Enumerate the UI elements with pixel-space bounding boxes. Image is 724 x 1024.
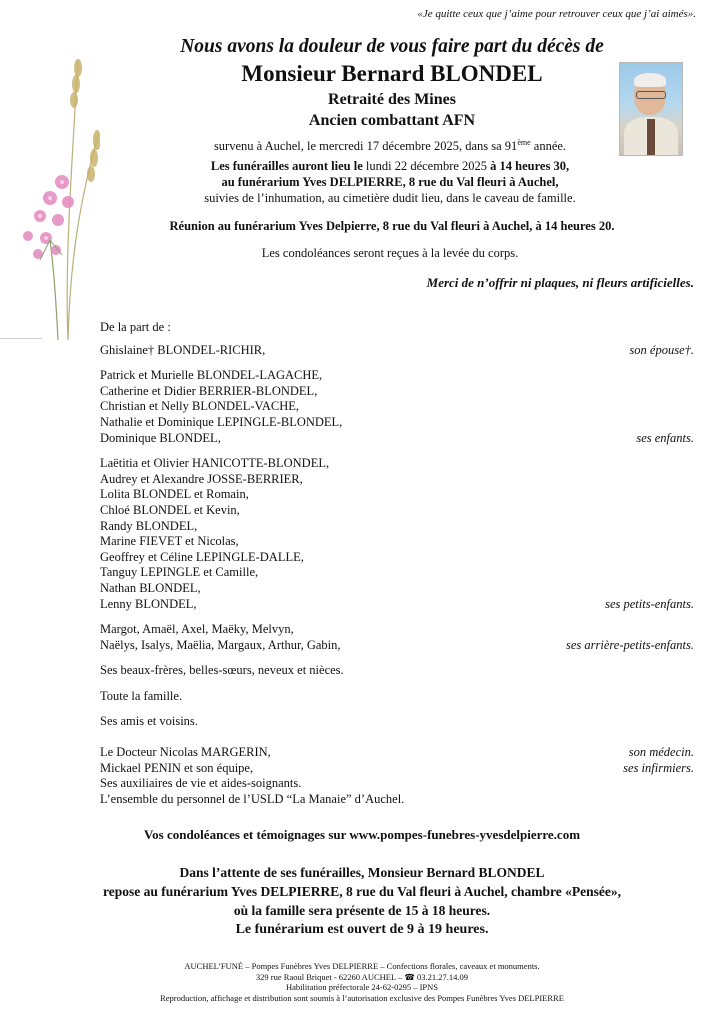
care-list bbox=[100, 745, 694, 807]
waiting-line: Dans l’attente de ses funérailles, Monsieur Bernard BLONDEL bbox=[179, 865, 545, 880]
epigraph-quote: «Je quitte ceux que j’aime pour retrouver ceux que j’ai aimés». bbox=[417, 8, 696, 20]
waiting-block bbox=[0, 863, 724, 920]
family-member-line bbox=[100, 343, 694, 359]
family-member-name: Christian et Nelly BLONDEL-VACHE, bbox=[100, 399, 300, 414]
family-member-name: Randy BLONDEL, bbox=[100, 518, 198, 533]
waiting-line: où la famille sera présente de 15 à 18 heures. bbox=[233, 903, 491, 918]
reunion-line: Réunion au funérarium Yves Delpierre, 8 rue du Val fleuri à Auchel, à 14 heures 20. bbox=[169, 219, 615, 233]
family-member-name: Geoffrey et Céline LEPINGLE-DALLE, bbox=[100, 549, 304, 564]
family-member-name: Naëlys, Isalys, Maëlia, Margaux, Arthur, Gabin, bbox=[100, 637, 341, 652]
family-member-name: Nathan BLONDEL, bbox=[100, 580, 201, 595]
website-line: Vos condoléances et témoignages sur www.pompes-funebres-yvesdelpierre.com bbox=[143, 827, 581, 842]
family-member-name: Dominique BLONDEL, bbox=[100, 430, 221, 445]
family-member-line bbox=[100, 565, 694, 581]
waiting-line: repose au funérarium Yves DELPIERRE, 8 rue du Val fleuri à Auchel, chambre «Pensée», bbox=[102, 884, 621, 899]
care-line bbox=[100, 761, 694, 777]
family-list bbox=[100, 320, 694, 740]
funeral-line-1: Les funérailles auront lieu le lundi 22 décembre 2025 à 14 heures 30, bbox=[210, 159, 570, 173]
family-member-line bbox=[100, 487, 694, 503]
family-member-line bbox=[100, 534, 694, 550]
family-group bbox=[100, 456, 694, 612]
care-line bbox=[100, 776, 694, 792]
family-member-name: Tanguy LEPINGLE et Camille, bbox=[100, 565, 259, 580]
family-member-line bbox=[100, 431, 694, 447]
from-label: De la part de : bbox=[100, 320, 171, 334]
family-member-name: Catherine et Didier BERRIER-BLONDEL, bbox=[100, 383, 318, 398]
family-member-line bbox=[100, 638, 694, 654]
subtitle-veteran: Ancien combattant AFN bbox=[308, 112, 476, 129]
opening-hours: Le funérarium est ouvert de 9 à 19 heures. bbox=[235, 922, 489, 937]
family-group bbox=[100, 663, 694, 679]
subtitle-occupation: Retraité des Mines bbox=[328, 91, 456, 108]
care-role: ses infirmiers. bbox=[623, 760, 694, 775]
family-member-name: Lenny BLONDEL, bbox=[100, 596, 197, 611]
family-member-line bbox=[100, 597, 694, 613]
family-member-name: Ghislaine† BLONDEL-RICHIR, bbox=[100, 342, 266, 357]
family-member-line bbox=[100, 399, 694, 415]
family-member-name: Chloé BLONDEL et Kevin, bbox=[100, 502, 240, 517]
family-member-line bbox=[100, 550, 694, 566]
family-group bbox=[100, 368, 694, 446]
family-member-line bbox=[100, 503, 694, 519]
family-member-name: Margot, Amaël, Axel, Maëky, Melvyn, bbox=[100, 622, 294, 637]
footer-line: Habilitation préfectorale 24-62-0295 – IPNS bbox=[285, 982, 439, 992]
care-line bbox=[100, 745, 694, 761]
family-group bbox=[100, 689, 694, 705]
family-member-line bbox=[100, 689, 694, 705]
funeral-line-2: au funérarium Yves DELPIERRE, 8 rue du Val fleuri à Auchel, bbox=[221, 175, 559, 189]
condolences-note: Les condoléances seront reçues à la levée du corps. bbox=[261, 246, 519, 260]
family-group bbox=[100, 714, 694, 730]
footer bbox=[0, 961, 724, 1003]
footer-line: Reproduction, affichage et distribution sont soumis à l’autorisation exclusive des Pompes Funèbres Yves DELPIERRE bbox=[160, 992, 564, 1003]
death-details: survenu à Auchel, le mercredi 17 décembre 2025, dans sa 91ème année. bbox=[213, 138, 567, 154]
funeral-line-3: suivies de l’inhumation, au cimetière dudit lieu, dans le caveau de famille. bbox=[204, 191, 576, 205]
footer-line: 329 rue Raoul Briquet - 62260 AUCHEL – ☎ 03.21.27.14.09 bbox=[255, 971, 469, 982]
family-member-line bbox=[100, 519, 694, 535]
relationship-label: ses arrière-petits-enfants. bbox=[566, 637, 694, 652]
care-name: Mickael PENIN et son équipe, bbox=[100, 760, 254, 775]
family-member-line bbox=[100, 368, 694, 384]
family-group bbox=[100, 622, 694, 653]
family-member-name: Ses amis et voisins. bbox=[100, 714, 198, 729]
family-member-name: Patrick et Murielle BLONDEL-LAGACHE, bbox=[100, 368, 323, 383]
family-member-line bbox=[100, 456, 694, 472]
relationship-label: son épouse†. bbox=[629, 342, 694, 357]
care-role: son médecin. bbox=[628, 745, 694, 759]
margin-rule bbox=[0, 338, 42, 339]
footer-line: AUCHEL’FUNÉ – Pompes Funèbres Yves DELPIERRE – Confections florales, caveaux et monuments. bbox=[184, 961, 540, 971]
family-member-name: Ses beaux-frères, belles-sœurs, neveux et nièces. bbox=[100, 663, 344, 678]
family-member-line bbox=[100, 663, 694, 679]
family-member-line bbox=[100, 622, 694, 638]
family-member-line bbox=[100, 384, 694, 400]
family-member-name: Lolita BLONDEL et Romain, bbox=[100, 487, 249, 502]
family-member-name: Nathalie et Dominique LEPINGLE-BLONDEL, bbox=[100, 414, 343, 429]
care-name: L’ensemble du personnel de l’USLD “La Manaie” d’Auchel. bbox=[100, 791, 405, 806]
care-line bbox=[100, 792, 694, 808]
deceased-name: Monsieur Bernard BLONDEL bbox=[241, 61, 543, 86]
family-member-line bbox=[100, 415, 694, 431]
family-member-name: Toute la famille. bbox=[100, 688, 183, 703]
announcement-heading: Nous avons la douleur de vous faire part du décès de bbox=[180, 36, 604, 57]
relationship-label: ses petits-enfants. bbox=[605, 596, 694, 611]
no-flowers-note: Merci de n’offrir ni plaques, ni fleurs artificielles. bbox=[426, 275, 694, 290]
family-member-line bbox=[100, 714, 694, 730]
relationship-label: ses enfants. bbox=[636, 430, 694, 445]
care-name: Le Docteur Nicolas MARGERIN, bbox=[100, 745, 271, 759]
family-member-line bbox=[100, 472, 694, 488]
care-name: Ses auxiliaires de vie et aides-soignants. bbox=[100, 776, 302, 791]
family-group bbox=[100, 343, 694, 359]
family-member-name: Laëtitia et Olivier HANICOTTE-BLONDEL, bbox=[100, 456, 330, 471]
family-member-name: Marine FIEVET et Nicolas, bbox=[100, 534, 239, 549]
family-member-name: Audrey et Alexandre JOSSE-BERRIER, bbox=[100, 471, 303, 486]
family-member-line bbox=[100, 581, 694, 597]
